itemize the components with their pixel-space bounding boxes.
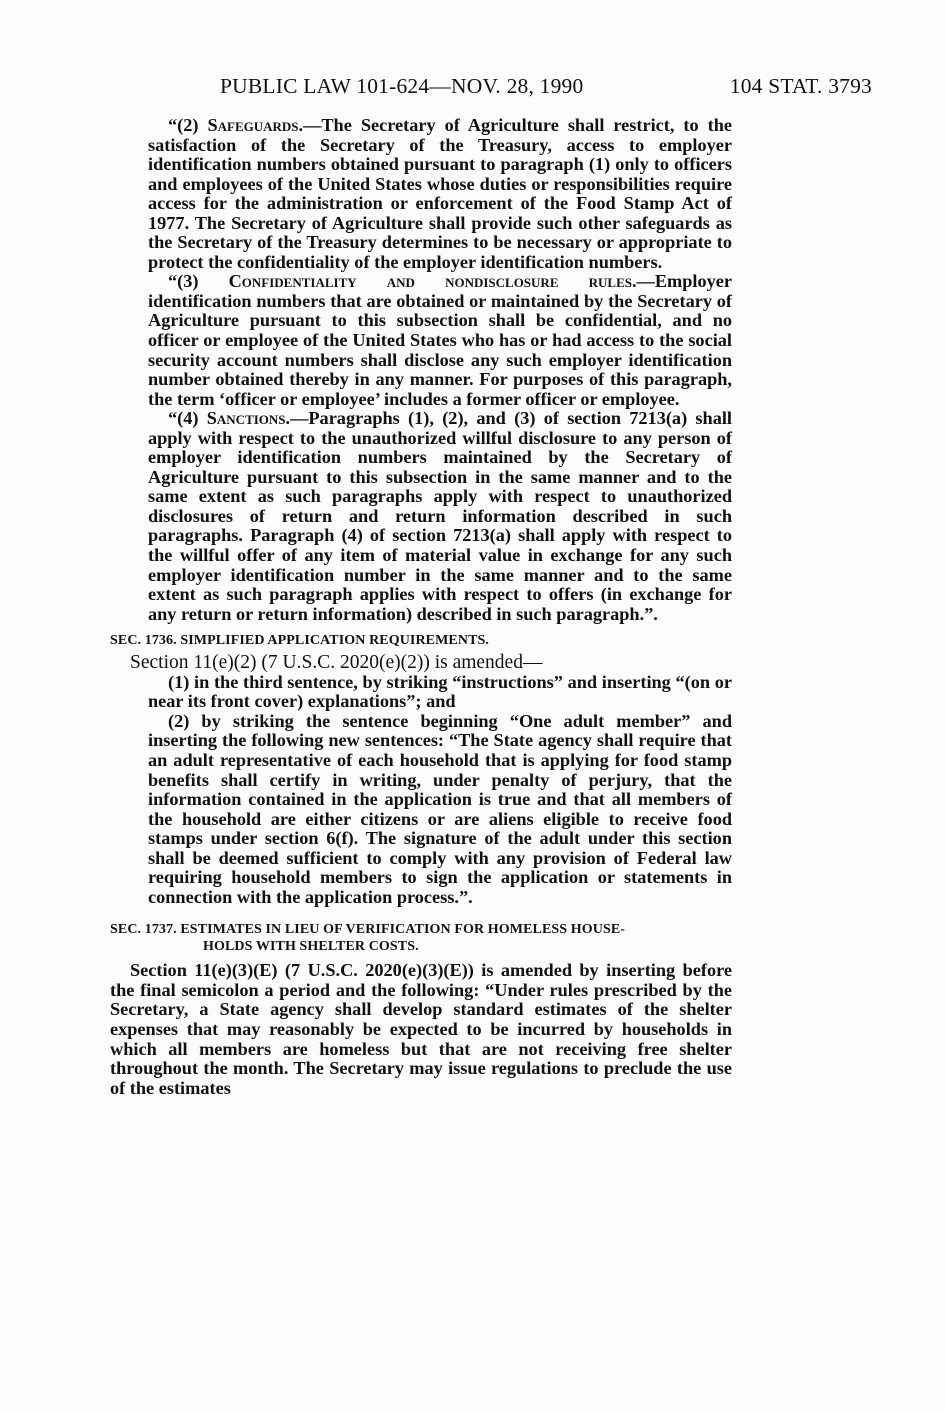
paragraph-heading: Sanctions [206,408,286,429]
section-1737-heading-line2: HOLDS WITH SHELTER COSTS. [203,939,419,955]
paragraph-number: “(2) [168,115,208,135]
paragraph-text: .—Paragraphs (1), (2), and (3) of section 7213(a) shall apply with respect to the unauthorized willful disclosure to any person of employer identification numbers maintained by the Secretary of Agriculture pursuant to this subsection in the same manner and to the same extent as such paragraphs apply with respect to unauthorized disclosures of return and return information described in such paragraphs. Paragraph (4) of section 7213(a) shall apply with respect to the willful offer of any item of material value in exchange for any such employer identification number in the same manner and to the same extent as such paragraph applies with respect to offers (in exchange for any return or return information) described in such paragraph.”. [148,408,733,624]
paragraph-safeguards [110,116,732,272]
paragraph-heading: Safeguards [207,115,299,135]
page-header [110,74,872,102]
document-body [110,116,732,1098]
section-1737-heading-line1: SEC. 1737. ESTIMATES IN LIEU OF VERIFICATION FOR HOMELESS HOUSE- [110,922,626,938]
section-1737-body: Section 11(e)(3)(E) (7 U.S.C. 2020(e)(3)(E)) is amended by inserting before the final semicolon a period and the following: “Under rules prescribed by the Secretary, a State agency shall develop standard estimates of the shelter expenses that may reasonably be expected to be incurred by households in which all members are homeless but that are not receiving free shelter throughout the month. The Secretary may issue regulations to preclude the use of the estimates [110,960,732,1098]
section-1736-intro: Section 11(e)(2) (7 U.S.C. 2020(e)(2)) is amended— [130,652,543,674]
paragraph-heading: Confidentiality and nondisclosure rules [228,271,632,292]
section-1737-heading [110,921,732,955]
paragraph-text: .—The Secretary of Agriculture shall restrict, to the satisfaction of the Secretary of the Treasury, access to employer identification numbers obtained pursuant to paragraph (1) only to officers and employees of the United States whose duties or responsibilities require access for the administration or enforcement of the Food Stamp Act of 1977. The Secretary of Agriculture shall provide such other safeguards as the Secretary of the Treasury determines to be necessary or appropriate to protect the confidentiality of the employer identification numbers. [148,115,733,272]
paragraph-sanctions [110,409,732,624]
section-1736-item-1: (1) in the third sentence, by striking “instructions” and inserting “(on or near its front cover) explanations”; and [148,671,732,712]
section-1736-item-2: (2) by striking the sentence beginning “One adult member” and inserting the following new sentences: “The State agency shall require that an adult representative of each household that is applying for food stamp benefits shall certify in writing, under penalty of perjury, that the information contained in the application is true and that all members of the household are either citizens or are aliens eligible to receive food stamps under section 6(f). The signature of the adult under this section shall be deemed sufficient to comply with any provision of Federal law requiring household members to sign the application or statements in connection with the application process.”. [148,710,732,907]
header-stat-citation: 104 STAT. 3793 [729,74,872,98]
paragraph-confidentiality [110,272,732,409]
paragraph-number: “(4) [168,408,207,429]
section-1736-heading: SEC. 1736. SIMPLIFIED APPLICATION REQUIREMENTS. [110,633,489,649]
header-title: PUBLIC LAW 101-624—NOV. 28, 1990 [220,74,584,98]
paragraph-text: .—Employer identification numbers that are obtained or maintained by the Secretary of Agriculture pursuant to this subsection shall be confidential, and no officer or employee of the United States who has or had access to the social security account numbers shall disclose any such employer identification number obtained thereby in any manner. For purposes of this paragraph, the term ‘officer or employee’ includes a former officer or employee. [148,271,732,409]
paragraph-number: “(3) [168,271,229,292]
